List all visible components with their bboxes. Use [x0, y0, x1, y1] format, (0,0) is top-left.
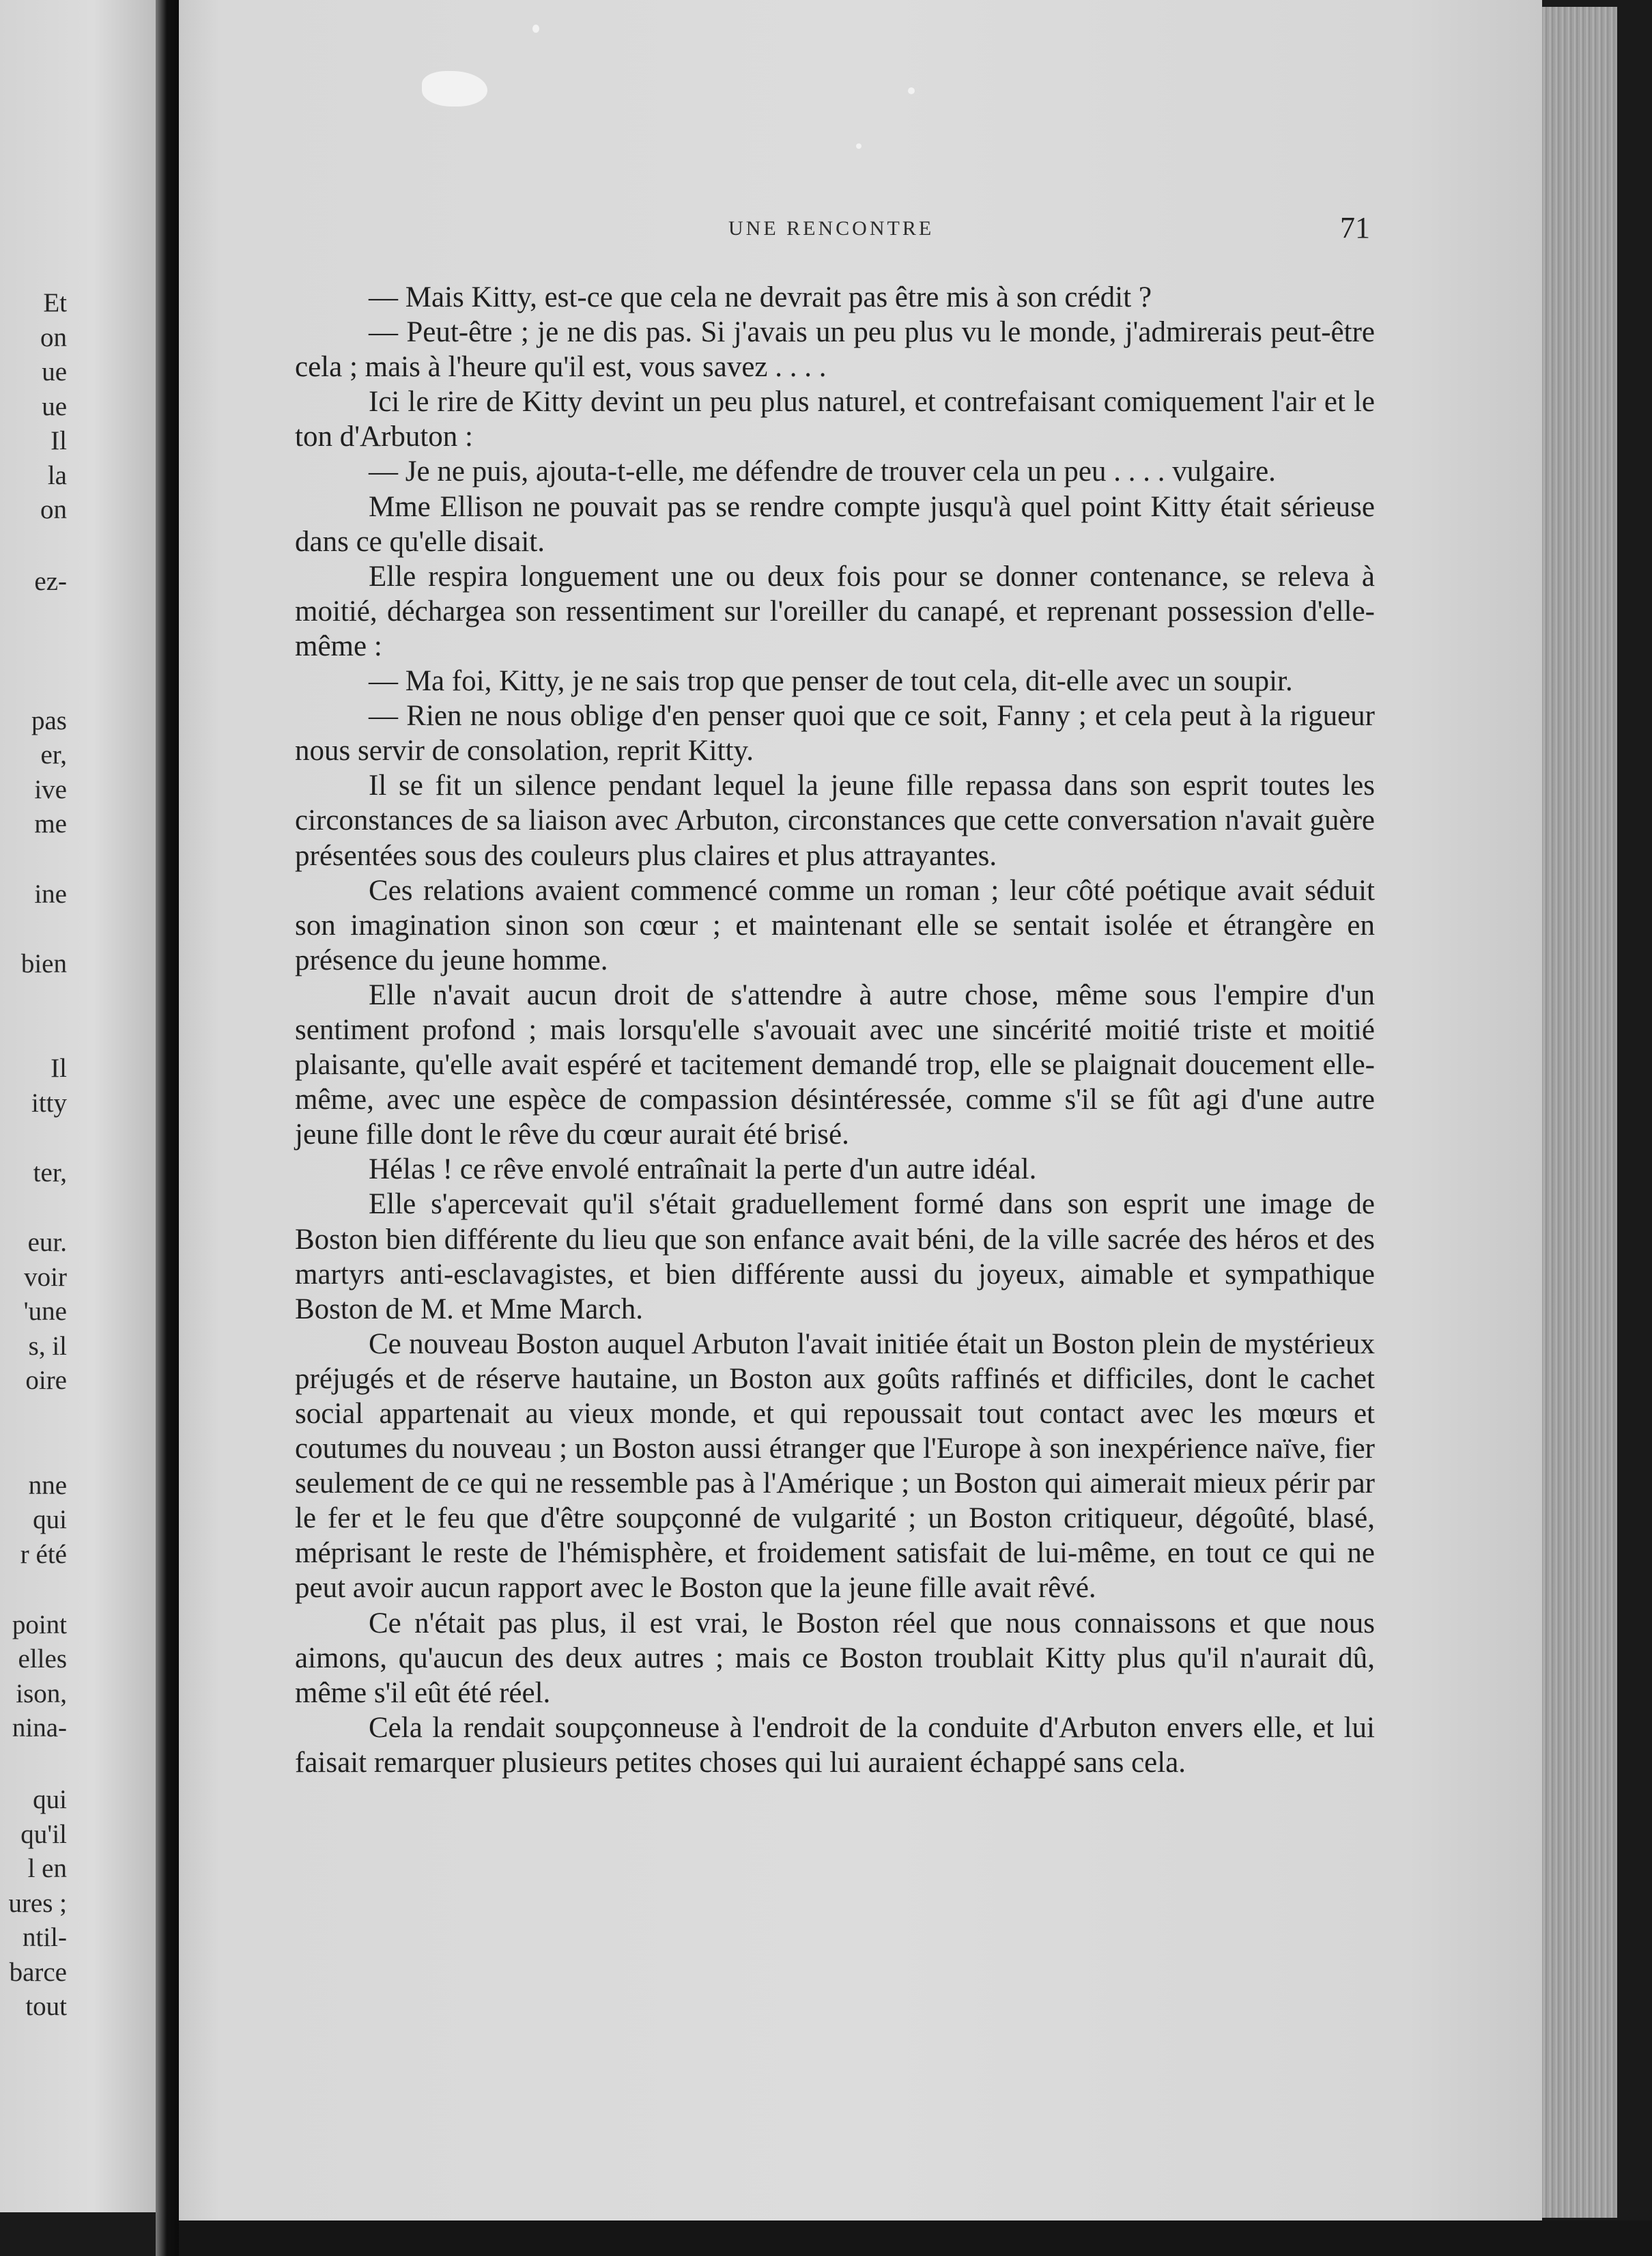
paragraph: Ici le rire de Kitty devint un peu plus naturel, et contrefaisant comiquement l'air et le ton d'Arbuton :: [295, 386, 1375, 453]
paragraph: Il se fit un silence pendant lequel la jeune fille repassa dans son esprit toutes les circonstances de sa liaison avec Arbuton, circonstances que cette conversation n'avait guère présentées sous des couleurs plus claires et plus attrayantes.: [295, 770, 1375, 872]
paragraph: Cela la rendait soupçonneuse à l'endroit de la conduite d'Arbuton envers elle, et lui faisait remarquer plusieurs petites choses qui lui auraient échappé sans cela.: [295, 1711, 1375, 1779]
left-fragment: 'une: [23, 1297, 67, 1326]
left-fragment: Il: [51, 1054, 67, 1083]
left-fragment: barce: [9, 1958, 67, 1987]
left-fragment: ue: [42, 357, 67, 386]
left-fragment: Il: [51, 426, 67, 455]
paragraph: Elle s'apercevait qu'il s'était graduellement formé dans son esprit une image de Boston bien différente du lieu que son enfance avait béni, de la ville sacrée des héros et des martyrs anti-esclavagistes, et bien différente aussi du joyeux, aimable et sympathique Boston de M. et Mme March.: [295, 1188, 1375, 1325]
left-fragment: ntil-: [23, 1923, 67, 1952]
left-fragment: on: [40, 495, 67, 524]
paragraph: Ces relations avaient commencé comme un roman ; leur côté poétique avait séduit son imagination sinon son cœur ; et maintenant elle se sentait isolée et étrangère en présence du jeune homme.: [295, 874, 1375, 976]
left-fragment: l en: [27, 1854, 67, 1883]
paragraph: — Peut-être ; je ne dis pas. Si j'avais un peu plus vu le monde, j'admirerais peut-être cela ; mais à l'heure qu'il est, vous savez . . . .: [295, 316, 1375, 384]
paragraph: — Rien ne nous oblige d'en penser quoi que ce soit, Fanny ; et cela peut à la rigueur nous servir de consolation, reprit Kitty.: [295, 700, 1375, 767]
paragraph: — Je ne puis, ajouta-t-elle, me défendre de trouver cela un peu . . . . vulgaire.: [369, 455, 1276, 488]
scan-artifact-speck: [856, 143, 861, 149]
left-fragment: voir: [24, 1263, 67, 1292]
scan-bottom-border: [179, 2220, 1652, 2256]
scan-artifact-speck: [532, 25, 539, 33]
left-fragment: elles: [18, 1644, 67, 1674]
paragraph: Mme Ellison ne pouvait pas se rendre compte jusqu'à quel point Kitty était sérieuse dans ce qu'elle disait.: [295, 490, 1375, 558]
running-head: UNE RENCONTRE: [728, 217, 935, 240]
left-fragment: er,: [40, 740, 67, 770]
left-fragment: la: [47, 461, 67, 490]
left-fragment: ive: [34, 775, 67, 804]
left-fragment: ter,: [33, 1158, 67, 1187]
paragraph: Elle respira longuement une ou deux fois pour se donner contenance, se releva à moitié, déchargea son ressentiment sur l'oreiller du canapé, et reprenant possession d'elle-même :: [295, 560, 1375, 662]
left-fragment: nne: [28, 1471, 67, 1500]
left-page-text-fragments: [0, 0, 156, 2212]
left-fragment: itty: [31, 1088, 67, 1118]
left-fragment: on: [40, 323, 67, 352]
left-fragment: eur.: [27, 1228, 67, 1257]
page-stack-edge: [1542, 7, 1617, 2218]
scan-artifact-speck: [908, 87, 915, 94]
book-gutter: [156, 0, 180, 2256]
left-fragment: ine: [34, 879, 67, 909]
paragraph: Elle n'avait aucun droit de s'attendre à autre chose, même sous l'empire d'un sentiment profond ; mais lorsqu'elle s'avouait avec une sincérité moitié triste et moitié plaisante, qu'elle avait espéré et tacitement demandé trop, elle se plaignait doucement elle-même, avec une espèce de compassion désintéressée, comme s'il se fût agi d'une autre jeune fille dont le rêve du cœur aurait été brisé.: [295, 978, 1375, 1151]
paragraph: Hélas ! ce rêve envolé entraînait la perte d'un autre idéal.: [369, 1153, 1037, 1186]
left-fragment: tout: [25, 1992, 67, 2021]
left-fragment: bien: [20, 949, 67, 978]
left-fragment: qui: [33, 1505, 67, 1534]
left-fragment: qu'il: [20, 1820, 67, 1849]
left-fragment: nina-: [12, 1713, 67, 1743]
paragraph: — Ma foi, Kitty, je ne sais trop que penser de tout cela, dit-elle avec un soupir.: [369, 665, 1293, 698]
left-fragment: s, il: [28, 1331, 67, 1361]
left-fragment: oire: [25, 1366, 67, 1395]
left-facing-page: [0, 0, 156, 2212]
paragraph: Ce n'était pas plus, il est vrai, le Boston réel que nous connaissons et que nous aimons, qu'aucun des deux autres ; mais ce Boston troublait Kitty plus qu'il n'aurait dû, même s'il eût été réel.: [295, 1607, 1375, 1709]
left-fragment: pas: [31, 706, 67, 735]
body-text: [295, 280, 1375, 1780]
left-fragment: ez-: [34, 567, 67, 596]
paragraph: Ce nouveau Boston auquel Arbuton l'avait initiée était un Boston plein de mystérieux préjugés et de réserve hautaine, un Boston aux goûts raffinés et difficiles, dont le cachet social appartenait au vieux monde, et qui repoussait tout contact avec les mœurs et coutumes du nouveau ; un Boston aussi étranger que l'Europe à son inexpérience naïve, fier seulement de ce qui ne ressemble pas à l'Amérique ; un Boston qui aimerait mieux périr par le fer et le feu que d'être soupçonné de vulgarité ; un Boston critiqueur, dégoûté, blasé, méprisant le reste de l'hémisphère, et froidement satisfait de lui-même, en tout ce qui ne peut avoir aucun rapport avec le Boston que la jeune fille avait rêvé.: [295, 1327, 1375, 1605]
paragraph: — Mais Kitty, est-ce que cela ne devrait pas être mis à son crédit ?: [369, 281, 1152, 313]
left-fragment: qui: [33, 1785, 67, 1814]
left-fragment: ures ;: [8, 1889, 67, 1918]
left-fragment: Et: [43, 288, 67, 318]
page-number: 71: [1340, 211, 1370, 244]
left-fragment: ison,: [16, 1679, 67, 1708]
left-fragment: me: [34, 809, 67, 838]
left-fragment: point: [12, 1610, 67, 1639]
left-fragment: r été: [20, 1540, 67, 1569]
left-fragment: ue: [42, 392, 67, 421]
